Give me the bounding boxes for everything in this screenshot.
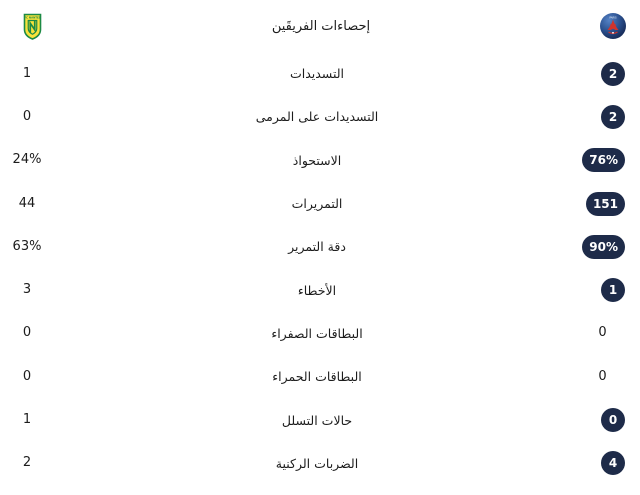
home-value: 2 [601,105,625,129]
stat-row [0,139,640,182]
away-value-cell [0,451,54,475]
away-value: 24% [12,152,42,168]
away-value: 3 [22,282,32,298]
home-value-cell [580,408,625,432]
home-value: 151 [586,192,625,216]
home-value: 2 [601,62,625,86]
away-value: 1 [22,412,32,428]
stat-label: التمريرات [291,196,343,212]
home-value: 0 [598,368,607,384]
stat-row [0,182,640,225]
away-value-cell [0,365,54,389]
home-value-cell [580,321,625,345]
away-team-crest [22,13,42,40]
home-value: 1 [601,278,625,302]
nantes-crest-icon [23,13,42,40]
away-value-cell [0,278,54,302]
away-value-cell [0,192,54,216]
stat-label: البطاقات الصفراء [271,325,363,341]
stat-row [0,398,640,441]
away-value: 0 [22,108,32,124]
home-value: 4 [601,451,625,475]
away-value-cell [0,321,54,345]
away-value-cell [0,408,54,432]
stat-label: الضربات الركنية [275,455,359,471]
stats-header [0,0,640,52]
svg-text:FC NANTES: FC NANTES [23,15,41,19]
home-value-cell [580,365,625,389]
away-value: 2 [22,455,32,471]
away-value: 0 [22,325,32,341]
home-value-cell [580,278,625,302]
home-value: 90% [582,235,625,259]
away-value-cell [0,62,54,86]
stats-title: إحصاءات الفريقَين [271,18,371,34]
svg-text:PARIS: PARIS [609,16,617,20]
stat-row [0,225,640,268]
home-value-cell [580,148,625,172]
home-value-cell [580,235,625,259]
home-team-crest [600,13,626,39]
home-value-cell [580,192,625,216]
away-value: 44 [18,195,36,211]
away-value-cell [0,235,54,259]
stat-row [0,312,640,355]
away-value: 63% [12,238,42,254]
home-value-cell [580,62,625,86]
stat-row [0,355,640,398]
stat-row [0,95,640,138]
home-value-cell [580,451,625,475]
away-value: 1 [22,65,32,81]
away-value-cell [0,105,54,129]
stat-label: البطاقات الحمراء [272,369,362,385]
home-value: 0 [598,325,607,341]
stat-row [0,268,640,311]
away-value: 0 [22,368,32,384]
psg-crest-icon [600,13,626,39]
stat-label: التسديدات [289,66,345,82]
stat-label: دقة التمرير [288,239,346,255]
stat-row [0,442,640,485]
home-value-cell [580,105,625,129]
stat-label: حالات التسلل [281,412,353,428]
home-value: 0 [601,408,625,432]
home-value: 76% [582,148,625,172]
stat-label: الأخطاء [297,282,337,298]
stat-label: الاستحواذ [292,152,342,168]
stats-rows [0,52,640,485]
away-value-cell [0,148,54,172]
stat-label: التسديدات على المرمى [255,109,379,125]
stat-row [0,52,640,95]
